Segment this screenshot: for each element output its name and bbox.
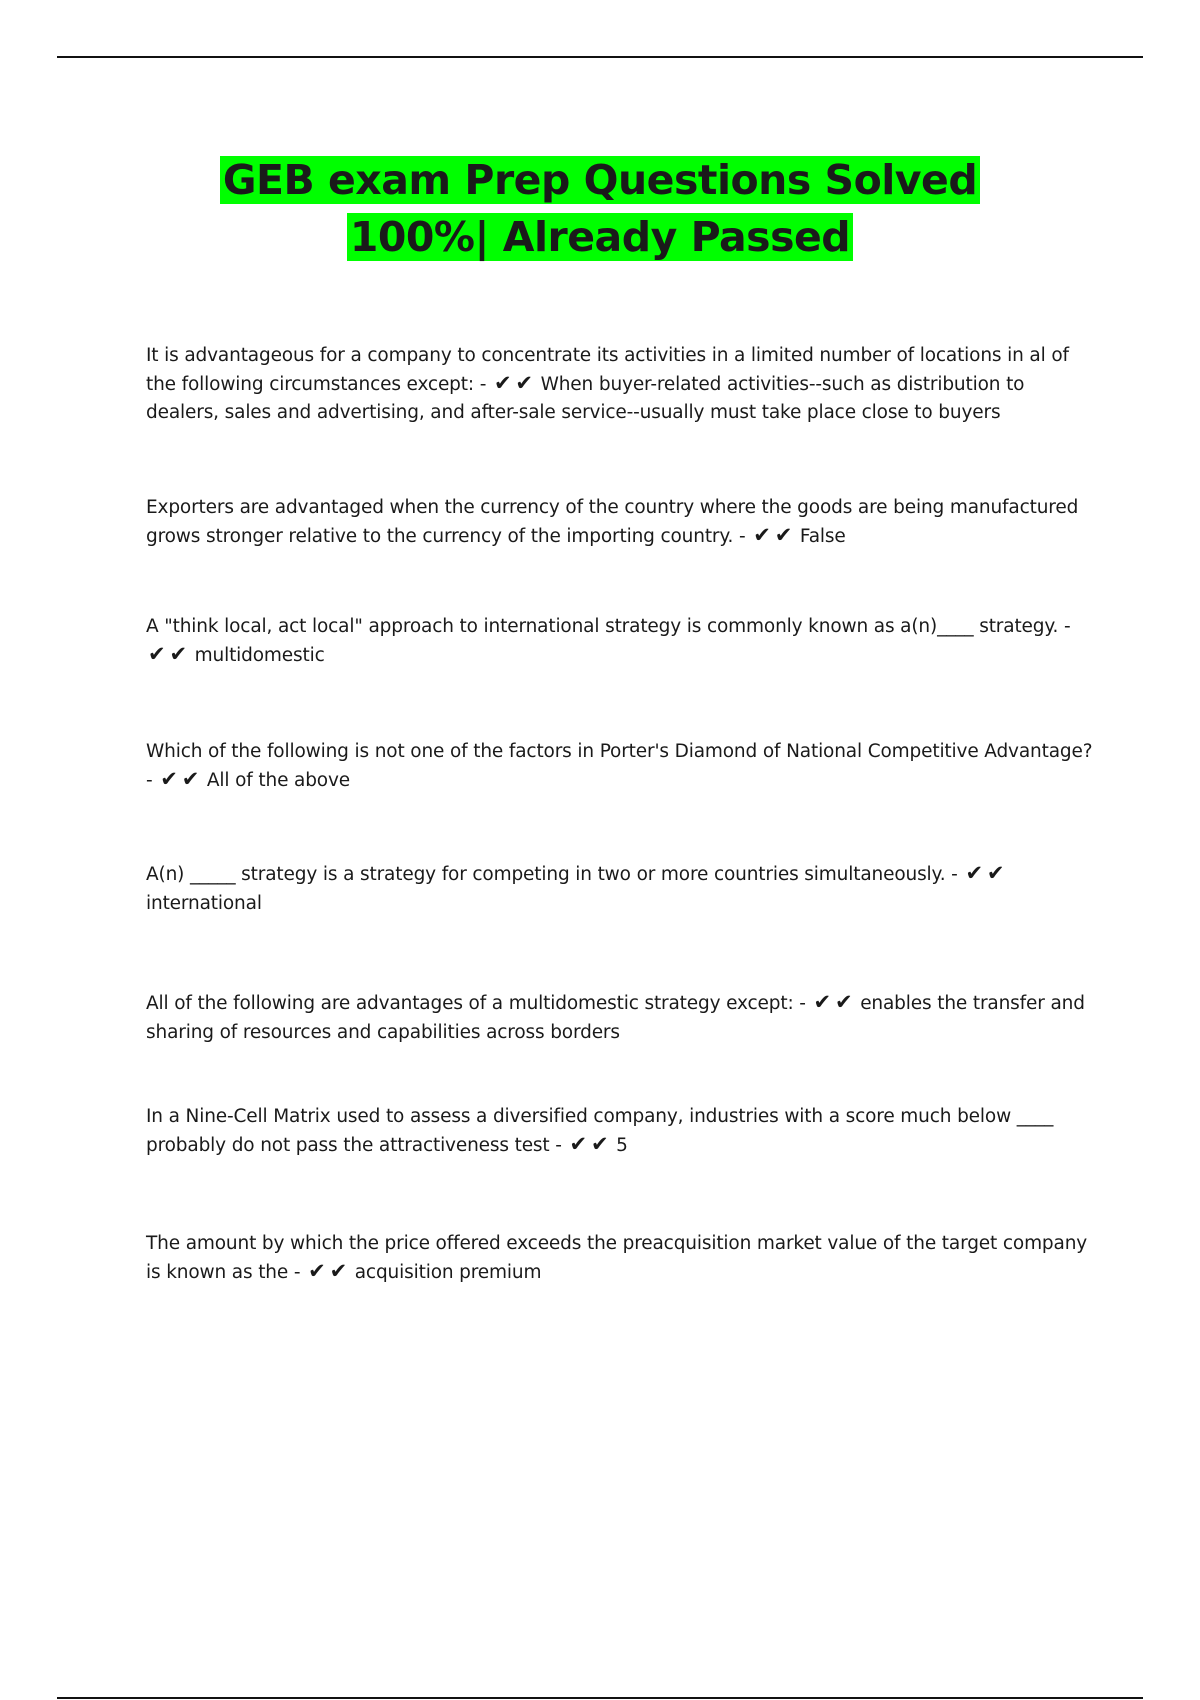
check-icon: ✔ — [493, 370, 512, 395]
question-text: A(n) _____ strategy is a strategy for competing in two or more countries simultaneously. - — [146, 864, 958, 885]
check-icon: ✔ — [160, 766, 178, 791]
question-text: It is advantageous for a company to concentrate its activities in a limited number of locations in al of the following circumstances except: - — [146, 345, 1069, 395]
check-icon: ✔ — [569, 1131, 587, 1156]
question-text: A "think local, act local" approach to international strategy is commonly known as a(n)____ strategy. - — [146, 616, 1071, 637]
check-icon: ✔ — [515, 370, 533, 395]
question-text: Which of the following is not one of the factors in Porter's Diamond of National Competitive Advantage? - — [146, 741, 1093, 791]
footer-rule — [57, 1697, 1143, 1699]
check-icon: ✔ — [835, 990, 853, 1014]
qa-item — [146, 990, 1096, 1047]
qa-item — [146, 613, 1096, 670]
header-rule — [57, 56, 1143, 58]
question-text: The amount by which the price offered exceeds the preacquisition market value of the target company is known as the - — [146, 1233, 1088, 1283]
check-icon: ✔ — [753, 522, 771, 547]
answer-text: All of the above — [206, 769, 351, 791]
answer-text: enables the transfer and sharing of resources and capabilities across borders — [146, 993, 1085, 1043]
check-icon: ✔ — [986, 861, 1005, 885]
question-text: Exporters are advantaged when the currency of the country where the goods are being manufactured grows stronger relative to the currency of the importing country. - — [146, 497, 1079, 547]
answer-text: When buyer-related activities--such as distribution to dealers, sales and advertising, and after-sale service--usually must take place close to buyers — [146, 373, 1025, 423]
question-text: All of the following are advantages of a multidomestic strategy except: - — [146, 993, 806, 1014]
question-text: In a Nine-Cell Matrix used to assess a diversified company, industries with a score much below ____ probably do not pass the attractiveness test - — [146, 1106, 1054, 1156]
qa-item — [146, 861, 1096, 918]
qa-item — [146, 494, 1096, 551]
check-icon: ✔ — [965, 861, 983, 885]
check-icon: ✔ — [590, 1131, 609, 1156]
check-icon: ✔ — [813, 990, 831, 1014]
answer-text: 5 — [616, 1134, 628, 1156]
qa-item — [146, 1103, 1096, 1160]
answer-text: international — [146, 892, 262, 914]
title-line-2: 100%| Already Passed — [347, 213, 853, 261]
qa-item — [146, 342, 1096, 428]
title-line-1: GEB exam Prep Questions Solved — [220, 156, 980, 204]
document-title — [0, 152, 1200, 266]
check-icon: ✔ — [774, 522, 793, 547]
check-icon: ✔ — [329, 1258, 348, 1283]
answer-text: multidomestic — [194, 644, 325, 666]
qa-item — [146, 738, 1096, 795]
check-icon: ✔ — [148, 641, 166, 666]
answer-text: False — [799, 525, 846, 547]
answer-text: acquisition premium — [354, 1261, 542, 1283]
check-icon: ✔ — [308, 1258, 326, 1283]
check-icon: ✔ — [169, 641, 187, 666]
check-icon: ✔ — [181, 766, 200, 791]
qa-item — [146, 1230, 1096, 1287]
